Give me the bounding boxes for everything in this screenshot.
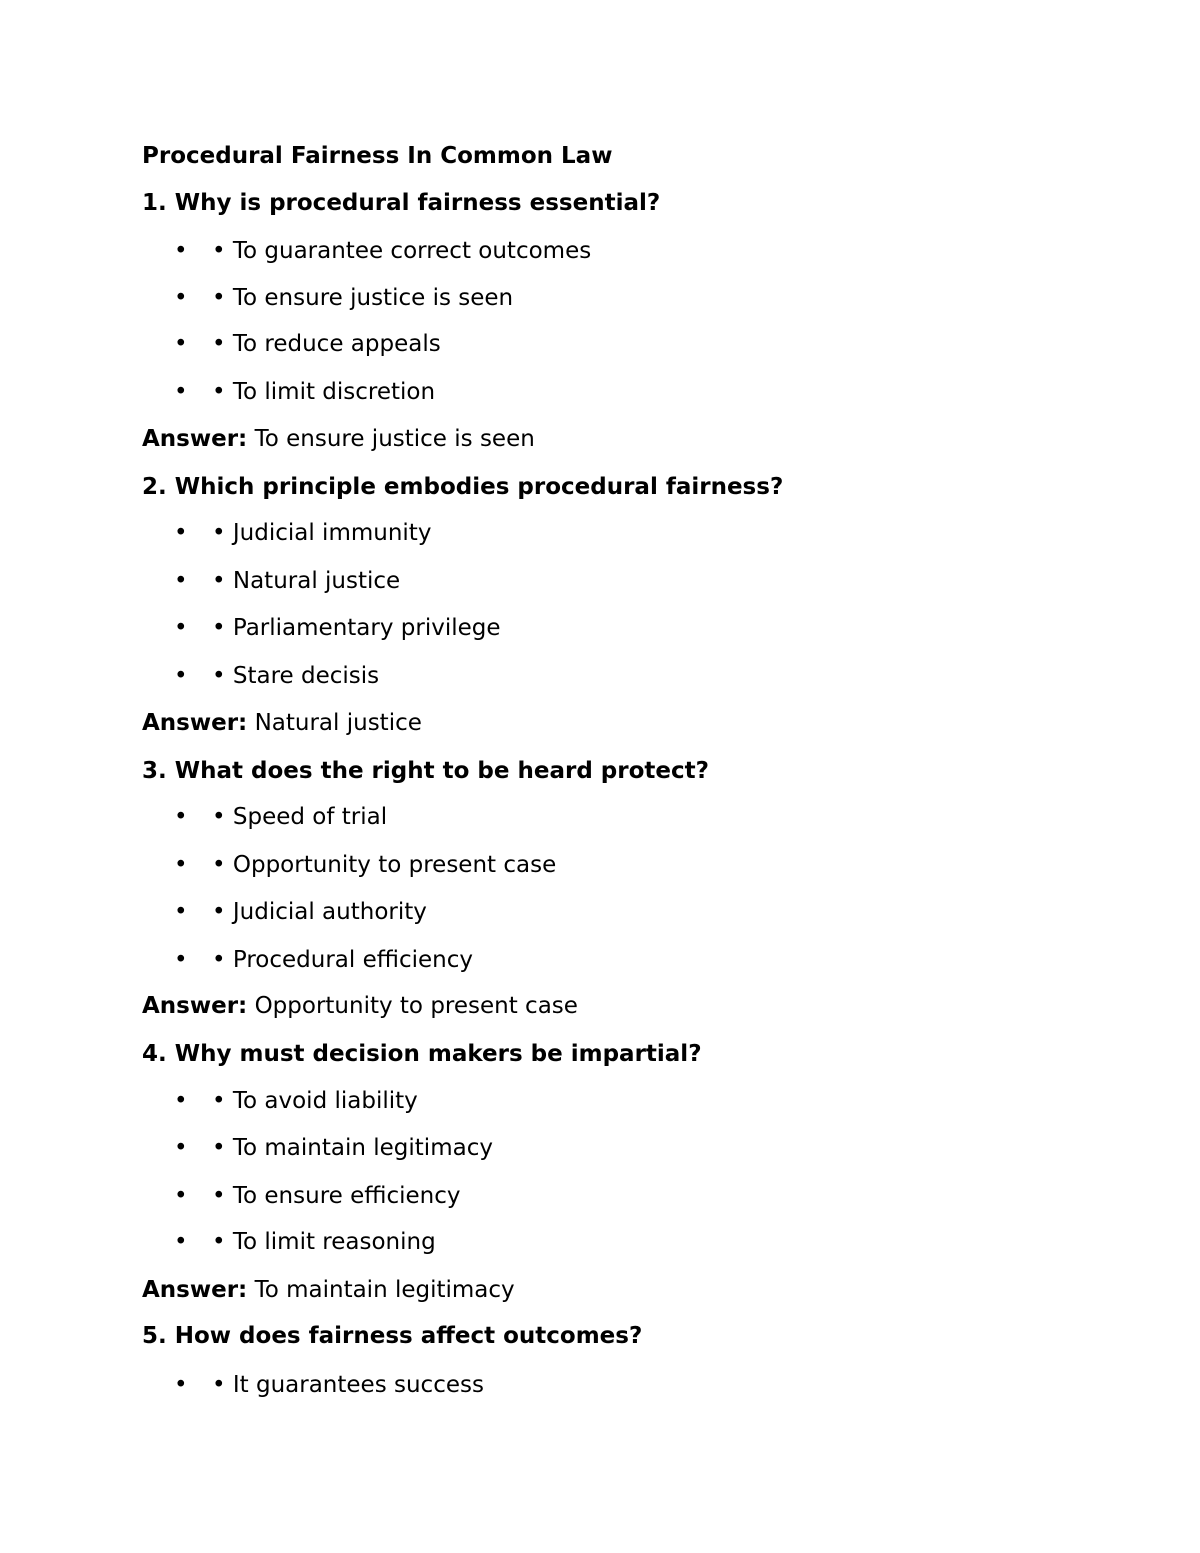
list-bullet: • <box>174 899 188 925</box>
list-bullet: • <box>174 1183 188 1209</box>
option-1-3: • To reduce appeals <box>212 331 441 357</box>
question-3: 3. What does the right to be heard protect? <box>142 758 709 784</box>
list-bullet: • <box>174 379 188 405</box>
answer-text: Opportunity to present case <box>254 993 578 1019</box>
option-3-3: • Judicial authority <box>212 899 427 925</box>
answer-label: Answer: <box>142 1277 248 1303</box>
option-4-4: • To limit reasoning <box>212 1229 436 1255</box>
option-4-1: • To avoid liability <box>212 1088 418 1114</box>
list-bullet: • <box>174 804 188 830</box>
list-bullet: • <box>174 520 188 546</box>
list-bullet: • <box>174 1229 188 1255</box>
option-2-4: • Stare decisis <box>212 663 380 689</box>
list-bullet: • <box>174 1135 188 1161</box>
option-2-3: • Parliamentary privilege <box>212 615 501 641</box>
answer-4 <box>142 1275 515 1305</box>
answer-1 <box>142 424 535 454</box>
option-3-4: • Procedural efficiency <box>212 947 473 973</box>
question-4: 4. Why must decision makers be impartial? <box>142 1041 702 1067</box>
document-title: Procedural Fairness In Common Law <box>142 143 613 169</box>
answer-label: Answer: <box>142 710 248 736</box>
list-bullet: • <box>174 615 188 641</box>
question-2: 2. Which principle embodies procedural fairness? <box>142 474 784 500</box>
list-bullet: • <box>174 331 188 357</box>
list-bullet: • <box>174 852 188 878</box>
option-1-2: • To ensure justice is seen <box>212 285 514 311</box>
list-bullet: • <box>174 568 188 594</box>
option-2-1: • Judicial immunity <box>212 520 432 546</box>
question-5: 5. How does fairness affect outcomes? <box>142 1323 643 1349</box>
list-bullet: • <box>174 238 188 264</box>
answer-label: Answer: <box>142 426 248 452</box>
list-bullet: • <box>174 285 188 311</box>
option-4-2: • To maintain legitimacy <box>212 1135 493 1161</box>
answer-text: Natural justice <box>254 710 422 736</box>
list-bullet: • <box>174 947 188 973</box>
option-4-3: • To ensure efficiency <box>212 1183 461 1209</box>
answer-text: To maintain legitimacy <box>254 1277 515 1303</box>
answer-text: To ensure justice is seen <box>254 426 535 452</box>
answer-3 <box>142 991 578 1021</box>
option-3-1: • Speed of trial <box>212 804 388 830</box>
list-bullet: • <box>174 1088 188 1114</box>
list-bullet: • <box>174 1372 188 1398</box>
answer-label: Answer: <box>142 993 248 1019</box>
option-2-2: • Natural justice <box>212 568 401 594</box>
answer-2 <box>142 708 422 738</box>
option-1-1: • To guarantee correct outcomes <box>212 238 592 264</box>
option-5-1: • It guarantees success <box>212 1372 484 1398</box>
option-1-4: • To limit discretion <box>212 379 436 405</box>
list-bullet: • <box>174 663 188 689</box>
option-3-2: • Opportunity to present case <box>212 852 557 878</box>
question-1: 1. Why is procedural fairness essential? <box>142 190 661 216</box>
